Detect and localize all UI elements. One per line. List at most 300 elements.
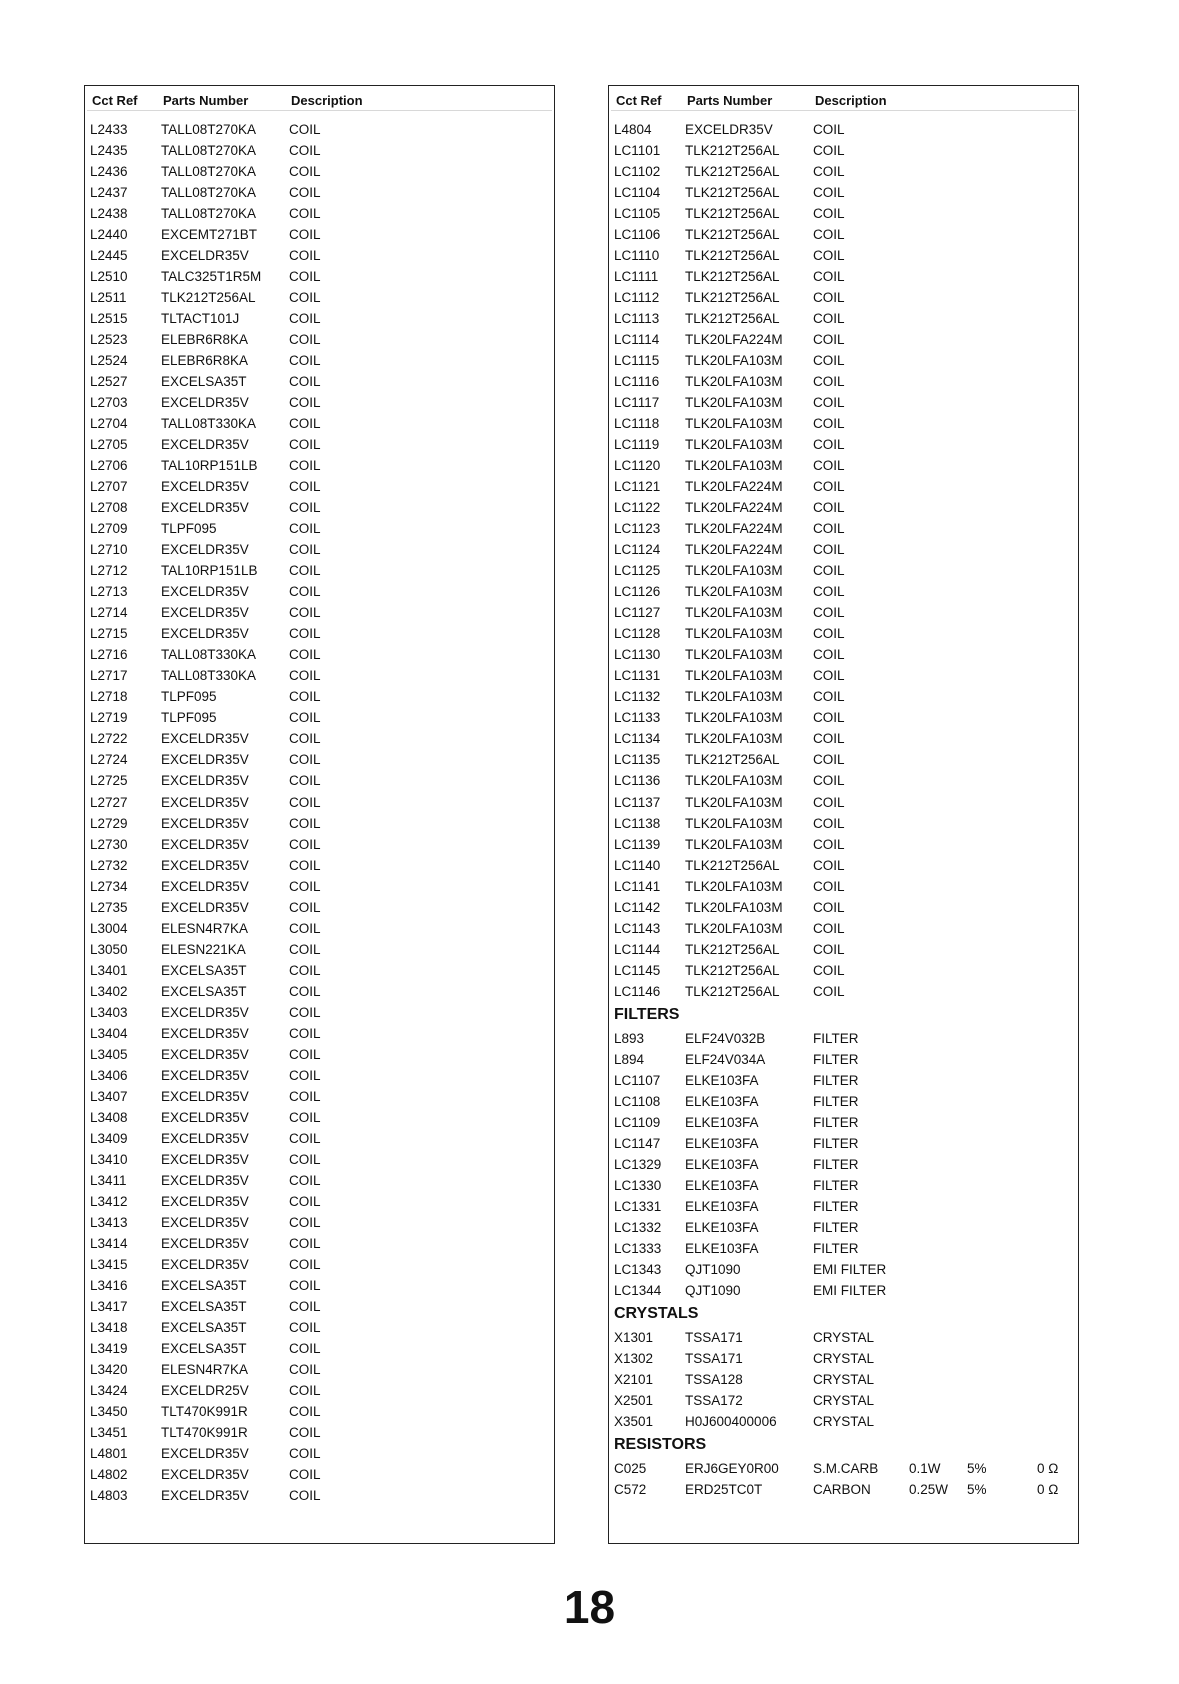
table-row (609, 1259, 1078, 1280)
cct-ref-cell: L2718 (90, 689, 128, 705)
table-row (85, 518, 554, 539)
table-row (609, 665, 1078, 686)
description-cell: COIL (289, 1277, 321, 1293)
cct-ref-cell: LC1144 (614, 941, 661, 957)
table-row (85, 287, 554, 308)
cct-ref-cell: L3402 (90, 983, 128, 999)
cct-ref-cell: LC1139 (614, 836, 661, 852)
table-row (85, 1107, 554, 1128)
cct-ref-cell: L2440 (90, 227, 128, 243)
cct-ref-cell: LC1136 (614, 773, 661, 789)
parts-number-cell: EXCELDR35V (161, 542, 249, 558)
parts-number-cell: TLK212T256AL (685, 143, 780, 159)
description-cell: COIL (289, 1109, 321, 1125)
table-row (609, 434, 1078, 455)
cct-ref-cell: LC1329 (614, 1156, 662, 1172)
table-row (85, 1380, 554, 1401)
cct-ref-cell: L3420 (90, 1361, 128, 1377)
parts-number-cell: TSSA171 (685, 1350, 743, 1366)
parts-number-cell: EXCELDR35V (161, 1130, 249, 1146)
parts-number-cell: EXCELDR35V (161, 773, 249, 789)
cct-ref-cell: L3419 (90, 1340, 128, 1356)
table-row (609, 602, 1078, 623)
description-cell: COIL (289, 374, 321, 390)
parts-number-cell: TLT470K991R (161, 1424, 248, 1440)
cct-ref-cell: LC1110 (614, 248, 660, 264)
table-row (85, 960, 554, 981)
parts-number-cell: TLPF095 (161, 710, 217, 726)
parts-number-cell: TLK212T256AL (685, 290, 780, 306)
description-cell: COIL (813, 542, 845, 558)
cct-ref-cell: L3414 (90, 1235, 128, 1251)
parts-number-cell: TLK212T256AL (685, 941, 780, 957)
description-cell: COIL (289, 269, 321, 285)
description-cell: COIL (289, 290, 321, 306)
description-cell: COIL (289, 1340, 321, 1356)
parts-number-cell: EXCELDR35V (161, 752, 249, 768)
table-row (85, 497, 554, 518)
description-cell: FILTER (813, 1198, 859, 1214)
cct-ref-cell: LC1140 (614, 857, 661, 873)
cct-ref-cell: LC1134 (614, 731, 661, 747)
parts-number-cell: ELF24V032B (685, 1030, 766, 1046)
parts-number-cell: ELKE103FA (685, 1093, 759, 1109)
cct-ref-cell: LC1120 (614, 458, 661, 474)
cct-ref-cell: L2433 (90, 122, 128, 137)
table-row (85, 770, 554, 791)
parts-number-cell: EXCELDR35V (685, 122, 773, 137)
table-row (85, 1044, 554, 1065)
parts-number-cell: TLK212T256AL (685, 962, 780, 978)
cct-ref-cell: L3405 (90, 1046, 128, 1062)
cct-ref-cell: L4804 (614, 122, 652, 137)
description-cell: COIL (289, 1256, 321, 1272)
table-row (85, 728, 554, 749)
description-cell: CARBON (813, 1481, 871, 1497)
cct-ref-cell: X2101 (614, 1371, 654, 1387)
cct-ref-cell: L3408 (90, 1109, 128, 1125)
cct-ref-cell: L4801 (90, 1445, 128, 1461)
parts-number-cell: EXCELDR35V (161, 1193, 249, 1209)
parts-number-cell: EXCELDR35V (161, 857, 249, 873)
table-row (609, 1479, 1078, 1500)
cct-ref-cell: LC1118 (614, 416, 660, 432)
table-row (85, 644, 554, 665)
table-row (609, 140, 1078, 161)
parts-number-cell: EXCELDR35V (161, 836, 249, 852)
cct-ref-cell: LC1130 (614, 647, 661, 663)
cct-ref-cell: L3403 (90, 1004, 128, 1020)
parts-number-cell: EXCELDR35V (161, 500, 249, 516)
cct-ref-cell: LC1114 (614, 332, 660, 348)
parts-number-cell: TLK20LFA103M (685, 794, 783, 810)
cct-ref-cell: L3406 (90, 1067, 128, 1083)
parts-number-cell: TALL08T270KA (161, 164, 257, 180)
table-row (609, 203, 1078, 224)
table-row (85, 602, 554, 623)
parts-number-cell: TLK212T256AL (161, 290, 256, 306)
description-cell: COIL (813, 437, 845, 453)
parts-number-cell: TLK212T256AL (685, 311, 780, 327)
cct-ref-cell: LC1102 (614, 164, 661, 180)
table-row (609, 329, 1078, 350)
parts-number-cell: ERJ6GEY0R00 (685, 1460, 779, 1476)
cct-ref-cell: L4803 (90, 1488, 128, 1504)
table-row (85, 981, 554, 1002)
description-cell: COIL (289, 773, 321, 789)
parts-number-cell: TLK212T256AL (685, 269, 780, 285)
cct-ref-cell: LC1113 (614, 311, 660, 327)
cct-ref-cell: L2703 (90, 395, 128, 411)
cct-ref-cell: L2708 (90, 500, 128, 516)
cct-ref-cell: LC1108 (614, 1093, 661, 1109)
description-cell: COIL (289, 1025, 321, 1041)
cct-ref-cell: LC1126 (614, 584, 661, 600)
cct-ref-cell: L2709 (90, 521, 128, 537)
cct-ref-cell: LC1331 (614, 1198, 662, 1214)
parts-number-cell: TLK20LFA103M (685, 605, 783, 621)
parts-number-cell: ELKE103FA (685, 1240, 759, 1256)
cct-ref-cell: LC1116 (614, 374, 660, 390)
cct-ref-cell: L2724 (90, 752, 128, 768)
parts-number-cell: ELKE103FA (685, 1135, 759, 1151)
parts-number-cell: EXCELSA35T (161, 1319, 247, 1335)
cct-ref-cell: L2714 (90, 605, 128, 621)
table-row (609, 1049, 1078, 1070)
cct-ref-cell: L4802 (90, 1467, 128, 1482)
parts-number-cell: TLK212T256AL (685, 164, 780, 180)
table-body (85, 111, 554, 1506)
cct-ref-cell: L894 (614, 1051, 645, 1067)
cct-ref-cell: LC1107 (614, 1072, 661, 1088)
cct-ref-cell: LC1112 (614, 290, 660, 306)
description-cell: COIL (813, 815, 845, 831)
cct-ref-cell: L2730 (90, 836, 128, 852)
parts-number-cell: TALL08T270KA (161, 143, 257, 159)
cct-ref-cell: L3404 (90, 1025, 128, 1041)
parts-number-cell: TLK212T256AL (685, 185, 780, 201)
description-cell: FILTER (813, 1135, 859, 1151)
parts-number-cell: TLK20LFA224M (685, 542, 783, 558)
parts-number-cell: ELESN221KA (161, 941, 246, 957)
description-cell: CRYSTAL (813, 1392, 875, 1408)
header-description: Description (291, 93, 363, 108)
cct-ref-cell: X2501 (614, 1392, 654, 1408)
cct-ref-cell: LC1142 (614, 899, 661, 915)
description-cell: COIL (289, 458, 321, 474)
table-row (85, 918, 554, 939)
description-cell: COIL (813, 668, 845, 684)
parts-number-cell: TLK20LFA103M (685, 920, 783, 936)
description-cell: COIL (289, 353, 321, 369)
parts-number-cell: ERD25TC0T (685, 1481, 763, 1497)
table-row (609, 371, 1078, 392)
cct-ref-cell: LC1105 (614, 206, 661, 222)
description-cell: COIL (289, 983, 321, 999)
parts-number-cell: TLPF095 (161, 521, 217, 537)
parts-number-cell: TLK20LFA103M (685, 563, 783, 579)
cct-ref-cell: L3409 (90, 1130, 128, 1146)
parts-number-cell: EXCELSA35T (161, 1340, 247, 1356)
parts-number-cell: TAL10RP151LB (161, 563, 258, 579)
table-row (609, 518, 1078, 539)
cct-ref-cell: LC1344 (614, 1282, 662, 1298)
parts-number-cell: TLK212T256AL (685, 752, 780, 768)
table-row (609, 1196, 1078, 1217)
description-cell: COIL (813, 353, 845, 369)
cct-ref-cell: L3407 (90, 1088, 128, 1104)
parts-number-cell: TLT470K991R (161, 1403, 248, 1419)
parts-number-cell: EXCELDR35V (161, 1067, 249, 1083)
description-cell: FILTER (813, 1114, 859, 1130)
parts-number-cell: EXCELDR35V (161, 899, 249, 915)
cct-ref-cell: LC1111 (614, 269, 659, 285)
table-row (609, 1411, 1078, 1432)
table-row (85, 623, 554, 644)
table-row (85, 455, 554, 476)
cct-ref-cell: L2712 (90, 563, 128, 579)
description-cell: COIL (813, 122, 845, 137)
description-cell: FILTER (813, 1177, 859, 1193)
table-row (85, 581, 554, 602)
table-row (85, 140, 554, 161)
table-row (609, 245, 1078, 266)
description-cell: CRYSTAL (813, 1350, 875, 1366)
table-row (85, 308, 554, 329)
parts-number-cell: TLK20LFA224M (685, 521, 783, 537)
description-cell: COIL (813, 626, 845, 642)
description-cell: COIL (813, 416, 845, 432)
table-row (85, 1149, 554, 1170)
table-row (85, 1464, 554, 1485)
cct-ref-cell: L3416 (90, 1277, 128, 1293)
table-row (609, 1238, 1078, 1259)
parts-number-cell: EXCELDR35V (161, 437, 249, 453)
parts-number-cell: TLK20LFA103M (685, 815, 783, 831)
description-cell: COIL (289, 206, 321, 222)
parts-number-cell: TAL10RP151LB (161, 458, 258, 474)
parts-number-cell: EXCELDR35V (161, 479, 249, 495)
table-row (609, 581, 1078, 602)
table-row (609, 287, 1078, 308)
description-cell: COIL (813, 290, 845, 306)
parts-number-cell: TALL08T330KA (161, 668, 257, 684)
parts-number-cell: TSSA128 (685, 1371, 743, 1387)
cct-ref-cell: L3410 (90, 1151, 128, 1167)
parts-number-cell: EXCELDR35V (161, 1025, 249, 1041)
table-row (85, 1191, 554, 1212)
table-row (85, 413, 554, 434)
description-cell: EMI FILTER (813, 1261, 887, 1277)
table-row (85, 560, 554, 581)
tolerance-cell: 5% (967, 1460, 987, 1476)
table-body (609, 111, 1078, 1500)
parts-number-cell: EXCELSA35T (161, 1277, 247, 1293)
description-cell: COIL (289, 248, 321, 264)
parts-number-cell: ELEBR6R8KA (161, 353, 249, 369)
cct-ref-cell: L3418 (90, 1319, 128, 1335)
description-cell: COIL (289, 1488, 321, 1504)
description-cell: CRYSTAL (813, 1329, 875, 1345)
table-row (609, 792, 1078, 813)
table-row (609, 623, 1078, 644)
parts-number-cell: EXCELDR35V (161, 1488, 249, 1504)
description-cell: FILTER (813, 1156, 859, 1172)
parts-number-cell: EXCELSA35T (161, 1298, 247, 1314)
parts-number-cell: ELESN4R7KA (161, 1361, 249, 1377)
description-cell: COIL (813, 500, 845, 516)
parts-number-cell: QJT1090 (685, 1261, 741, 1277)
description-cell: COIL (289, 647, 321, 663)
cct-ref-cell: L2435 (90, 143, 128, 159)
description-cell: COIL (289, 1298, 321, 1314)
table-row (85, 266, 554, 287)
cct-ref-cell: L2436 (90, 164, 128, 180)
description-cell: COIL (813, 794, 845, 810)
description-cell: COIL (813, 941, 845, 957)
cct-ref-cell: LC1115 (614, 353, 660, 369)
table-row (609, 1028, 1078, 1049)
description-cell: COIL (813, 248, 845, 264)
table-row (85, 476, 554, 497)
cct-ref-cell: L2437 (90, 185, 128, 201)
parts-number-cell: EXCELSA35T (161, 962, 247, 978)
description-cell: COIL (289, 500, 321, 516)
parts-number-cell: TLK20LFA103M (685, 647, 783, 663)
description-cell: COIL (813, 227, 845, 243)
description-cell: COIL (813, 773, 845, 789)
table-row (85, 1254, 554, 1275)
parts-number-cell: TLK20LFA224M (685, 332, 783, 348)
cct-ref-cell: LC1123 (614, 521, 661, 537)
cct-ref-cell: LC1119 (614, 437, 660, 453)
header-parts-number: Parts Number (163, 93, 249, 108)
table-row (609, 1390, 1078, 1411)
cct-ref-cell: L3415 (90, 1256, 128, 1272)
cct-ref-cell: X3501 (614, 1413, 654, 1429)
table-row (609, 350, 1078, 371)
description-cell: COIL (813, 521, 845, 537)
parts-number-cell: H0J600400006 (685, 1413, 777, 1429)
description-cell: COIL (289, 1151, 321, 1167)
table-row (85, 1212, 554, 1233)
cct-ref-cell: LC1138 (614, 815, 661, 831)
parts-number-cell: ELKE103FA (685, 1156, 759, 1172)
table-row (609, 266, 1078, 287)
description-cell: COIL (289, 668, 321, 684)
cct-ref-cell: L2523 (90, 332, 128, 348)
cct-ref-cell: L2515 (90, 311, 128, 327)
cct-ref-cell: L3050 (90, 941, 128, 957)
cct-ref-cell: LC1101 (614, 143, 661, 159)
table-row (609, 1217, 1078, 1238)
table-row (609, 834, 1078, 855)
table-row (85, 876, 554, 897)
table-row (609, 182, 1078, 203)
table-row (85, 749, 554, 770)
section-title: RESISTORS (614, 1436, 707, 1454)
table-row (85, 1128, 554, 1149)
cct-ref-cell: L2732 (90, 857, 128, 873)
table-row (85, 897, 554, 918)
cct-ref-cell: L3004 (90, 920, 128, 936)
parts-number-cell: TLK212T256AL (685, 206, 780, 222)
table-row (85, 1002, 554, 1023)
parts-number-cell: TLK212T256AL (685, 248, 780, 264)
parts-number-cell: QJT1090 (685, 1282, 741, 1298)
table-row (609, 224, 1078, 245)
description-cell: COIL (813, 983, 845, 999)
description-cell: COIL (289, 143, 321, 159)
parts-number-cell: TSSA172 (685, 1392, 743, 1408)
parts-number-cell: EXCELDR35V (161, 605, 249, 621)
parts-number-cell: TLK20LFA103M (685, 878, 783, 894)
description-cell: COIL (289, 1319, 321, 1335)
description-cell: COIL (813, 962, 845, 978)
parts-number-cell: EXCELDR35V (161, 1214, 249, 1230)
description-cell: COIL (289, 227, 321, 243)
parts-number-cell: EXCELDR35V (161, 815, 249, 831)
table-row (609, 119, 1078, 140)
parts-number-cell: TLK20LFA224M (685, 479, 783, 495)
description-cell: CRYSTAL (813, 1371, 875, 1387)
table-row (85, 371, 554, 392)
table-row (85, 1296, 554, 1317)
table-row (609, 918, 1078, 939)
parts-number-cell: EXCEMT271BT (161, 227, 258, 243)
header-parts-number: Parts Number (687, 93, 773, 108)
parts-number-cell: EXCELDR35V (161, 1004, 249, 1020)
description-cell: COIL (813, 899, 845, 915)
parts-number-cell: TALL08T270KA (161, 185, 257, 201)
table-row (609, 539, 1078, 560)
table-row (609, 1112, 1078, 1133)
parts-number-cell: EXCELDR35V (161, 1172, 249, 1188)
table-row (85, 1275, 554, 1296)
table-row (85, 1422, 554, 1443)
table-row (85, 855, 554, 876)
table-row (85, 1233, 554, 1254)
cct-ref-cell: LC1133 (614, 710, 661, 726)
table-row (609, 1154, 1078, 1175)
table-row (85, 539, 554, 560)
description-cell: COIL (289, 584, 321, 600)
description-cell: COIL (289, 1004, 321, 1020)
description-cell: FILTER (813, 1240, 859, 1256)
parts-number-cell: ELKE103FA (685, 1072, 759, 1088)
description-cell: COIL (813, 752, 845, 768)
cct-ref-cell: LC1343 (614, 1261, 662, 1277)
header-cct-ref: Cct Ref (92, 93, 138, 108)
table-row (609, 455, 1078, 476)
table-row (609, 1133, 1078, 1154)
description-cell: COIL (289, 164, 321, 180)
cct-ref-cell: L2715 (90, 626, 128, 642)
parts-number-cell: TLK20LFA103M (685, 731, 783, 747)
description-cell: COIL (813, 395, 845, 411)
cct-ref-cell: L2710 (90, 542, 128, 558)
parts-number-cell: EXCELDR35V (161, 584, 249, 600)
description-cell: COIL (289, 1088, 321, 1104)
description-cell: COIL (813, 206, 845, 222)
description-cell: COIL (813, 164, 845, 180)
parts-number-cell: EXCELDR35V (161, 1151, 249, 1167)
table-row (609, 560, 1078, 581)
parts-number-cell: TLK212T256AL (685, 983, 780, 999)
description-cell: COIL (289, 521, 321, 537)
description-cell: COIL (813, 374, 845, 390)
parts-number-cell: TLK20LFA103M (685, 626, 783, 642)
